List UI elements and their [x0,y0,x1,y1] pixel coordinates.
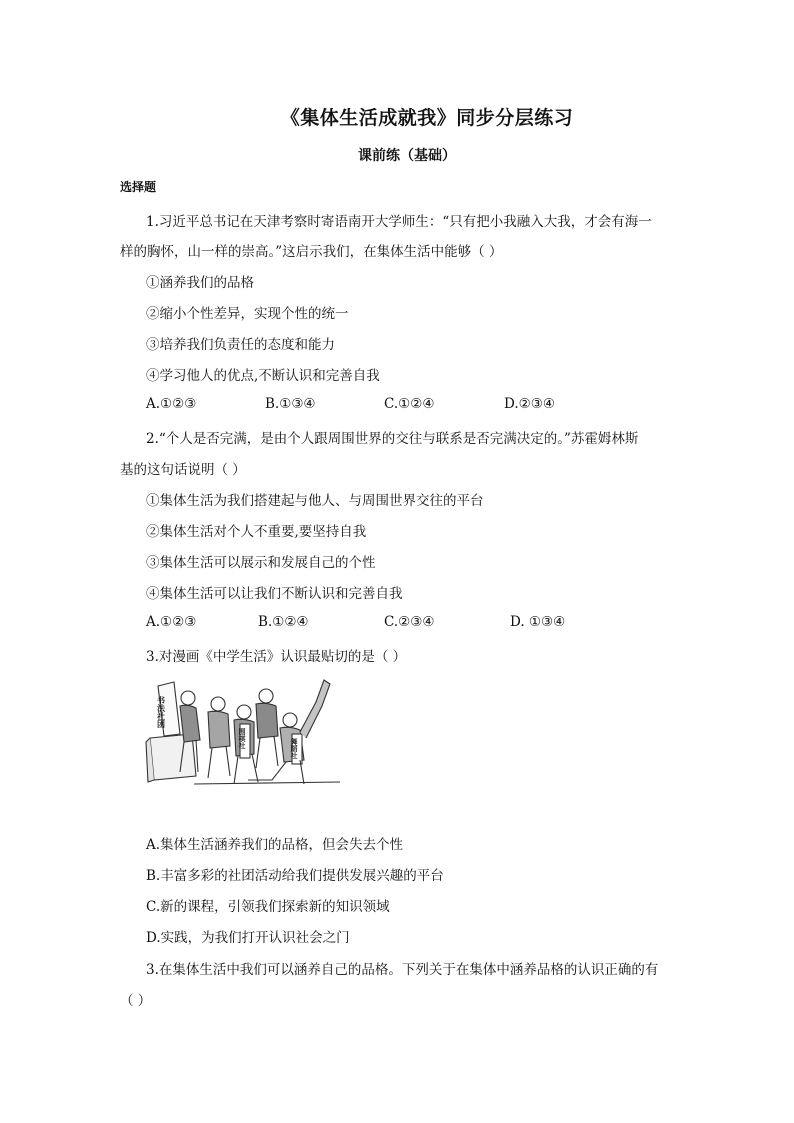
page-subtitle: 课前练（基础） [358,148,456,164]
cartoon-sign-dance: 舞蹈社 [290,738,298,759]
q2-stem-line2: 基的这句话说明（ ） [120,462,246,478]
q4-stem-line2: （ ） [120,993,152,1009]
q1-item-4: ④学习他人的优点,不断认识和完善自我 [146,368,380,384]
q1-option-b: B.①③④ [265,396,316,412]
cartoon-sign-calligraphy: 书法社团 [156,696,166,728]
q1-option-a: A.①②③ [146,396,197,412]
q3-option-a: A.集体生活涵养我们的品格，但会失去个性 [146,837,404,853]
q1-option-d: D.②③④ [504,396,555,412]
q1-option-c: C.①②④ [384,396,435,412]
q3-option-c: C.新的课程，引领我们探索新的知识领域 [146,899,390,915]
section-heading: 选择题 [120,180,157,194]
q2-item-4: ④集体生活可以让我们不断认识和完善自我 [146,586,403,602]
q2-item-1: ①集体生活为我们搭建起与他人、与周围世界交往的平台 [146,493,484,509]
q2-stem-line1: 2.“个人是否完满，是由个人跟周围世界的交往与联系是否完满决定的。”苏霍姆林斯 [146,431,639,447]
q3-option-b: B.丰富多彩的社团活动给我们提供发展兴趣的平台 [146,868,444,884]
q2-item-2: ②集体生活对个人不重要,要坚持自我 [146,524,367,540]
q2-option-a: A.①②③ [146,614,197,630]
q2-option-b: B.①②④ [258,614,309,630]
q1-item-2: ②缩小个性差异，实现个性的统一 [146,306,349,322]
q3-stem: 3.对漫画《中学生活》认识最贴切的是（ ） [146,649,407,665]
q2-option-d: D. ①③④ [510,614,566,630]
q1-stem-line2: 样的胸怀，山一样的崇高。”这启示我们，在集体生活中能够（ ） [120,244,503,260]
q1-stem-line1: 1.习近平总书记在天津考察时寄语南开大学师生：“只有把小我融入大我，才会有海一 [146,214,652,230]
q1-item-1: ①涵养我们的品格 [146,275,254,291]
page-title: 《集体生活成就我》同步分层练习 [280,107,574,129]
q2-item-3: ③集体生活可以展示和发展自己的个性 [146,555,376,571]
cartoon-image [144,676,344,791]
q4-stem-line1: 3.在集体生活中我们可以涵养自己的品格。下列关于在集体中涵养品格的认识正确的有 [146,962,659,978]
cartoon-sign-go: 围棋社 [238,728,246,749]
q3-option-d: D.实践，为我们打开认识社会之门 [146,930,350,946]
q1-item-3: ③培养我们负责任的态度和能力 [146,337,335,353]
q2-option-c: C.②③④ [384,614,435,630]
